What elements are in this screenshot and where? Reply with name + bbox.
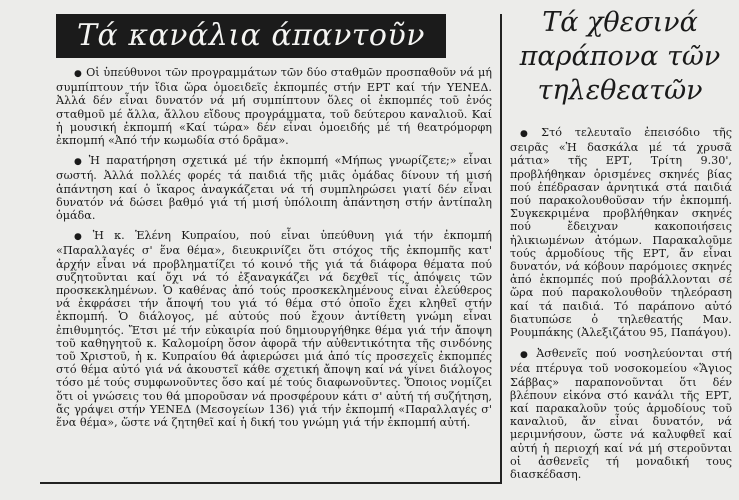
right-paragraph-2: ● Ἀσθενεῖς πού νοσηλεύονται στή νέα πτέρυγα τοῦ νοσοκομείου «Ἅγιος Σάββας» παραπονοῦνται ὅτι δέν βλέπουν εἰκόνα στό κανάλι τῆς ΕΡΤ, καί παρακαλοῦν τούς ἁρμοδίους τοῦ καναλιοῦ, ἄν εἶναι δυνατόν, νά μεριμνήσουν, ὥστε νά καλυφθεῖ καί αὐτή ἡ περιοχή καί νά μή στεροῦνται οἱ ἀσθενεῖς τή μοναδική τους διασκέδαση.	[510, 347, 732, 482]
bullet-icon: ●	[520, 350, 533, 361]
left-paragraph-1: ● Οἱ ὑπεύθυνοι τῶν προγραμμάτων τῶν δύο σταθμῶν προσπαθοῦν νά μή συμπίπτουν τήν ἴδια ὥρα ὁμοειδεῖς ἐκπομπές στήν ΕΡΤ καί τήν ΥΕΝΕΔ. Ἀλλά δέν εἶναι δυνατόν νά μή συμπίπτουν ὅλες οἱ ἐκπομπές τοῦ ἑνός σταθμοῦ μέ ἄλλα, ἄλλου εἴδους προγράμματα, τοῦ δεύτερου καναλιοῦ. Καί ἡ μουσική ἐκπομπή «Καί τώρα» δέν εἶναι ὁμοειδής μέ τή θεατρόμορφη ἐκπομπή «Ἀπό τήν κωμωδία στό δρᾶμα».	[56, 66, 492, 148]
left-article-body	[56, 66, 492, 436]
left-paragraph-3: ● Ἡ κ. Ἑλένη Κυπραίου, πού εἶναι ὑπεύθυνη γιά τήν ἐκπομπή «Παραλλαγές σ' ἕνα θέμα», διευκρινίζει ὅτι στόχος τῆς ἐκπομπῆς κατ' ἀρχήν εἶναι νά προβληματίζει τό κοινό τῆς γιά τά διάφορα θέματα πού συζητοῦνται καί ὄχι νά τό ἐξαναγκάζει νά δεχθεῖ τίς ἀπόψεις τῶν προσκεκλημένων. Ὁ καθένας ἀπό τούς προσκεκλημένους εἶναι ἐλεύθερος νά ἐκφράσει τήν ἄποψή του γιά τό θέμα στό ὁποῖο ἔχει κληθεῖ στήν ἐκπομπή. Ὁ διάλογος, μέ αὐτούς πού ἔχουν ἀντίθετη γνώμη εἶναι ἐπιθυμητός. Ἔτσι μέ τήν εὐκαιρία πού δημιουργήθηκε θέμα γιά τήν ἄποψη τοῦ καθηγητοῦ κ. Καλομοίρη ὅσον ἀφορᾶ τήν αὐθεντικότητα τῆς σινδόνης τοῦ Χριστοῦ, ἡ κ. Κυπραίου θά ἀφιερώσει μιά ἀπό τίς προσεχεῖς ἐκπομπές στό θέμα αὐτό γιά νά ἀκουστεῖ κάθε σχετική ἄποψη καί νά γίνει διάλογος τόσο μέ τούς συμφωνοῦντες ὅσο καί μέ τούς διαφωνοῦντες. Ὅποιος νομίζει ὅτι οἱ γνώσεις του θά μποροῦσαν νά προσφέρουν κάτι σ' αὐτή τή συζήτηση, ἄς γράψει στήν ΥΕΝΕΔ (Μεσογείων 136) γιά τήν ἐκπομπή «Παραλλαγές σ' ἕνα θέμα», ὥστε νά ζητηθεῖ καί ἡ δική του γνώμη γιά τήν ἐκπομπή αὐτή.	[56, 229, 492, 430]
right-article-headline: Τά χθεσινά παράπονα τῶν τηλεθεατῶν	[519, 7, 721, 106]
bullet-icon: ●	[74, 232, 89, 243]
right-article-body	[510, 126, 732, 489]
right-paragraph-1: ● Στό τελευταῖο ἐπεισόδιο τῆς σειρᾶς «Ἡ δασκάλα μέ τά χρυσᾶ μάτια» τῆς ΕΡΤ, Τρίτη 9.30', προβλήθηκαν ὁρισμένες σκηνές βίας πού ἐπέδρασαν ἀρνητικά στά παιδιά πού παρακολουθοῦσαν τήν ἐκπομπή. Συγκεκριμένα προβλήθηκαν σκηνές πού ἔδειχναν κακοποιήσεις ἠλικιωμένων ἀτόμων. Παρακαλοῦμε τούς ἁρμοδίους τῆς ΕΡΤ, ἄν εἶναι δυνατόν, νά κόβουν παρόμοιες σκηνές ἀπό ἐκπομπές πού προβάλλονται σέ ὥρα πού παρακολουθοῦν τηλεόραση καί τά παιδιά. Τό παράπονο αὐτό διατυπώσε ὁ τηλεθεατής Μαν. Ρουμπάκης (Ἀλεξιζάτου 95, Παπάγου).	[510, 126, 733, 340]
left-paragraph-2: ● Ἡ παρατήρηση σχετικά μέ τήν ἐκπομπή «Μήπως γνωρίζετε;» εἶναι σωστή. Ἀλλά πολλές φορές τά παιδιά τῆς μιᾶς ὁμάδας δίνουν τή μισή ἀπάντηση καί ὁ ἴκαρος ἀναγκάζεται νά τή συμπληρώσει γιατί δέν εἶναι δυνατόν νά δώσει βαθμό γιά τή μισή ὑπόλοιπη ἀπάντηση στήν ἀντίπαλη ὁμάδα.	[56, 154, 492, 223]
bullet-icon: ●	[74, 69, 83, 79]
bullet-icon: ●	[520, 129, 538, 139]
bullet-icon: ●	[74, 157, 85, 168]
left-article-headline: Τά κανάλια άπαντοῦν	[56, 14, 446, 58]
